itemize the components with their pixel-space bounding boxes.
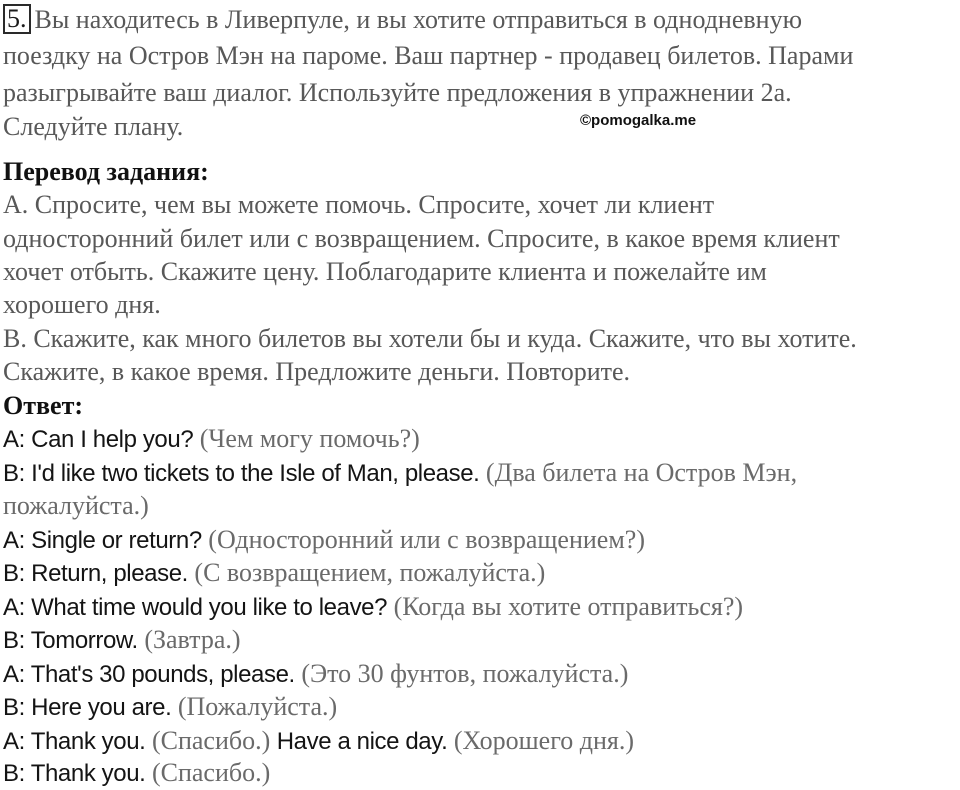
dialogue-english: A: Single or return? xyxy=(3,527,202,554)
task-line-3: разыгрывайте ваш диалог. Используйте предложения в упражнении 2а. xyxy=(3,78,792,107)
dialogue-russian: (Завтра.) xyxy=(144,625,241,654)
dialogue-english: A: Can I help you? xyxy=(3,426,194,453)
translation-line: односторонний билет или с возвращением. Спросите, в какое время клиент xyxy=(3,224,840,253)
task-text-1: Вы находитесь в Ливерпуле, и вы хотите отправиться в однодневную xyxy=(34,5,802,34)
dialogue-russian: (Чем могу помочь?) xyxy=(199,424,420,453)
translation-line: хочет отбыть. Скажите цену. Поблагодарите клиента и пожелайте им xyxy=(3,257,767,286)
dialogue-russian: (Пожалуйста.) xyxy=(177,692,338,721)
dialogue-line xyxy=(3,524,645,557)
dialogue-russian: (Когда вы хотите отправиться?) xyxy=(393,592,744,621)
dialogue-english: B: Thank you. xyxy=(3,760,146,787)
dialogue-line xyxy=(3,423,420,456)
dialogue-russian: (Спасибо.) xyxy=(151,758,271,787)
dialogue-english: A: What time would you like to leave? xyxy=(3,594,388,621)
dialogue-russian: (Односторонний или с возвращением?) xyxy=(208,525,645,554)
dialogue-english: Have a nice day. xyxy=(276,728,448,755)
watermark: ©pomogalka.me xyxy=(580,112,697,129)
dialogue-russian: (С возвращением, пожалуйста.) xyxy=(194,558,546,587)
dialogue-line xyxy=(3,591,743,624)
dialogue-russian: (Два билета на Остров Мэн, xyxy=(485,458,798,487)
translation-line: Скажите, в какое время. Предложите деньги. Повторите. xyxy=(3,357,631,386)
dialogue-english: B: I'd like two tickets to the Isle of Man, please. xyxy=(3,460,480,487)
dialogue-russian: (Хорошего дня.) xyxy=(453,726,634,755)
task-number-badge: 5. xyxy=(3,4,31,34)
dialogue-line xyxy=(3,624,241,657)
dialogue-line xyxy=(3,757,270,790)
dialogue-english: B: Here you are. xyxy=(3,694,172,721)
answer-heading: Ответ: xyxy=(3,391,84,420)
dialogue-english: B: Return, please. xyxy=(3,560,188,587)
dialogue-english: B: Tomorrow. xyxy=(3,627,138,654)
task-line-2: поездку на Остров Мэн на пароме. Ваш партнер - продавец билетов. Парами xyxy=(3,41,854,70)
dialogue-english: A: Thank you. xyxy=(3,728,146,755)
dialogue-line xyxy=(3,557,545,590)
task-line-1 xyxy=(3,4,802,36)
translation-heading: Перевод задания: xyxy=(3,157,209,186)
dialogue-russian: (Спасибо.) xyxy=(151,726,271,755)
dialogue-line xyxy=(3,490,149,522)
translation-line: хорошего дня. xyxy=(3,290,161,319)
dialogue-line xyxy=(3,691,337,724)
dialogue-line xyxy=(3,457,797,490)
translation-line: А. Спросите, чем вы можете помочь. Спросите, хочет ли клиент xyxy=(3,190,715,219)
dialogue-line xyxy=(3,658,628,691)
dialogue-english: A: That's 30 pounds, please. xyxy=(3,661,295,688)
dialogue-russian: (Это 30 фунтов, пожалуйста.) xyxy=(301,659,629,688)
task-line-4: Следуйте плану. xyxy=(3,112,184,141)
dialogue-russian: пожалуйста.) xyxy=(3,491,149,520)
translation-line: В. Скажите, как много билетов вы хотели бы и куда. Скажите, что вы хотите. xyxy=(3,324,857,353)
dialogue-line xyxy=(3,725,634,758)
